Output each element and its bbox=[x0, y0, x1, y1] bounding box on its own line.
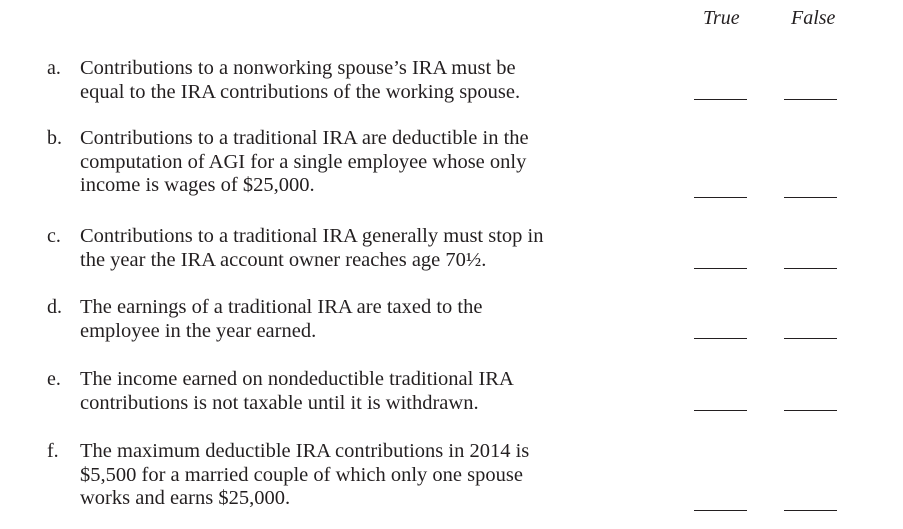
false-answer-blank[interactable] bbox=[784, 410, 837, 411]
question-line: Contributions to a traditional IRA are deductible in the bbox=[80, 127, 529, 149]
true-column-header: True bbox=[703, 7, 740, 29]
question-line: income is wages of $25,000. bbox=[80, 174, 315, 196]
question-line: contributions is not taxable until it is withdrawn. bbox=[80, 391, 479, 414]
false-answer-blank[interactable] bbox=[784, 99, 837, 100]
question-line: employee in the year earned. bbox=[80, 319, 317, 342]
question-letter: c. bbox=[47, 225, 61, 247]
false-answer-blank[interactable] bbox=[784, 338, 837, 339]
false-answer-blank[interactable] bbox=[784, 268, 837, 269]
question-line: computation of AGI for a single employee whose only bbox=[80, 150, 527, 173]
question-line: The income earned on nondeductible traditional IRA bbox=[80, 368, 514, 390]
true-answer-blank[interactable] bbox=[694, 510, 747, 511]
question-letter: a. bbox=[47, 57, 61, 79]
true-answer-blank[interactable] bbox=[694, 268, 747, 269]
true-answer-blank[interactable] bbox=[694, 338, 747, 339]
question-line: $5,500 for a married couple of which only one spouse bbox=[80, 463, 523, 486]
question-line: the year the IRA account owner reaches age 70½. bbox=[80, 248, 487, 271]
question-text bbox=[80, 127, 600, 198]
question-letter: f. bbox=[47, 440, 59, 462]
question-letter: e. bbox=[47, 368, 61, 390]
true-answer-blank[interactable] bbox=[694, 197, 747, 198]
question-letter: d. bbox=[47, 296, 62, 318]
question-line: equal to the IRA contributions of the working spouse. bbox=[80, 80, 521, 103]
question-line: Contributions to a nonworking spouse’s IRA must be bbox=[80, 57, 516, 79]
false-answer-blank[interactable] bbox=[784, 197, 837, 198]
question-line: The maximum deductible IRA contributions in 2014 is bbox=[80, 440, 530, 462]
question-line: The earnings of a traditional IRA are taxed to the bbox=[80, 296, 483, 318]
question-text bbox=[80, 368, 600, 415]
question-text bbox=[80, 225, 600, 272]
question-letter: b. bbox=[47, 127, 62, 149]
question-line: works and earns $25,000. bbox=[80, 487, 291, 509]
true-answer-blank[interactable] bbox=[694, 99, 747, 100]
false-column-header: False bbox=[791, 7, 836, 29]
question-text bbox=[80, 57, 600, 104]
true-answer-blank[interactable] bbox=[694, 410, 747, 411]
question-text bbox=[80, 440, 600, 511]
question-text bbox=[80, 296, 600, 343]
false-answer-blank[interactable] bbox=[784, 510, 837, 511]
question-line: Contributions to a traditional IRA generally must stop in bbox=[80, 225, 544, 247]
